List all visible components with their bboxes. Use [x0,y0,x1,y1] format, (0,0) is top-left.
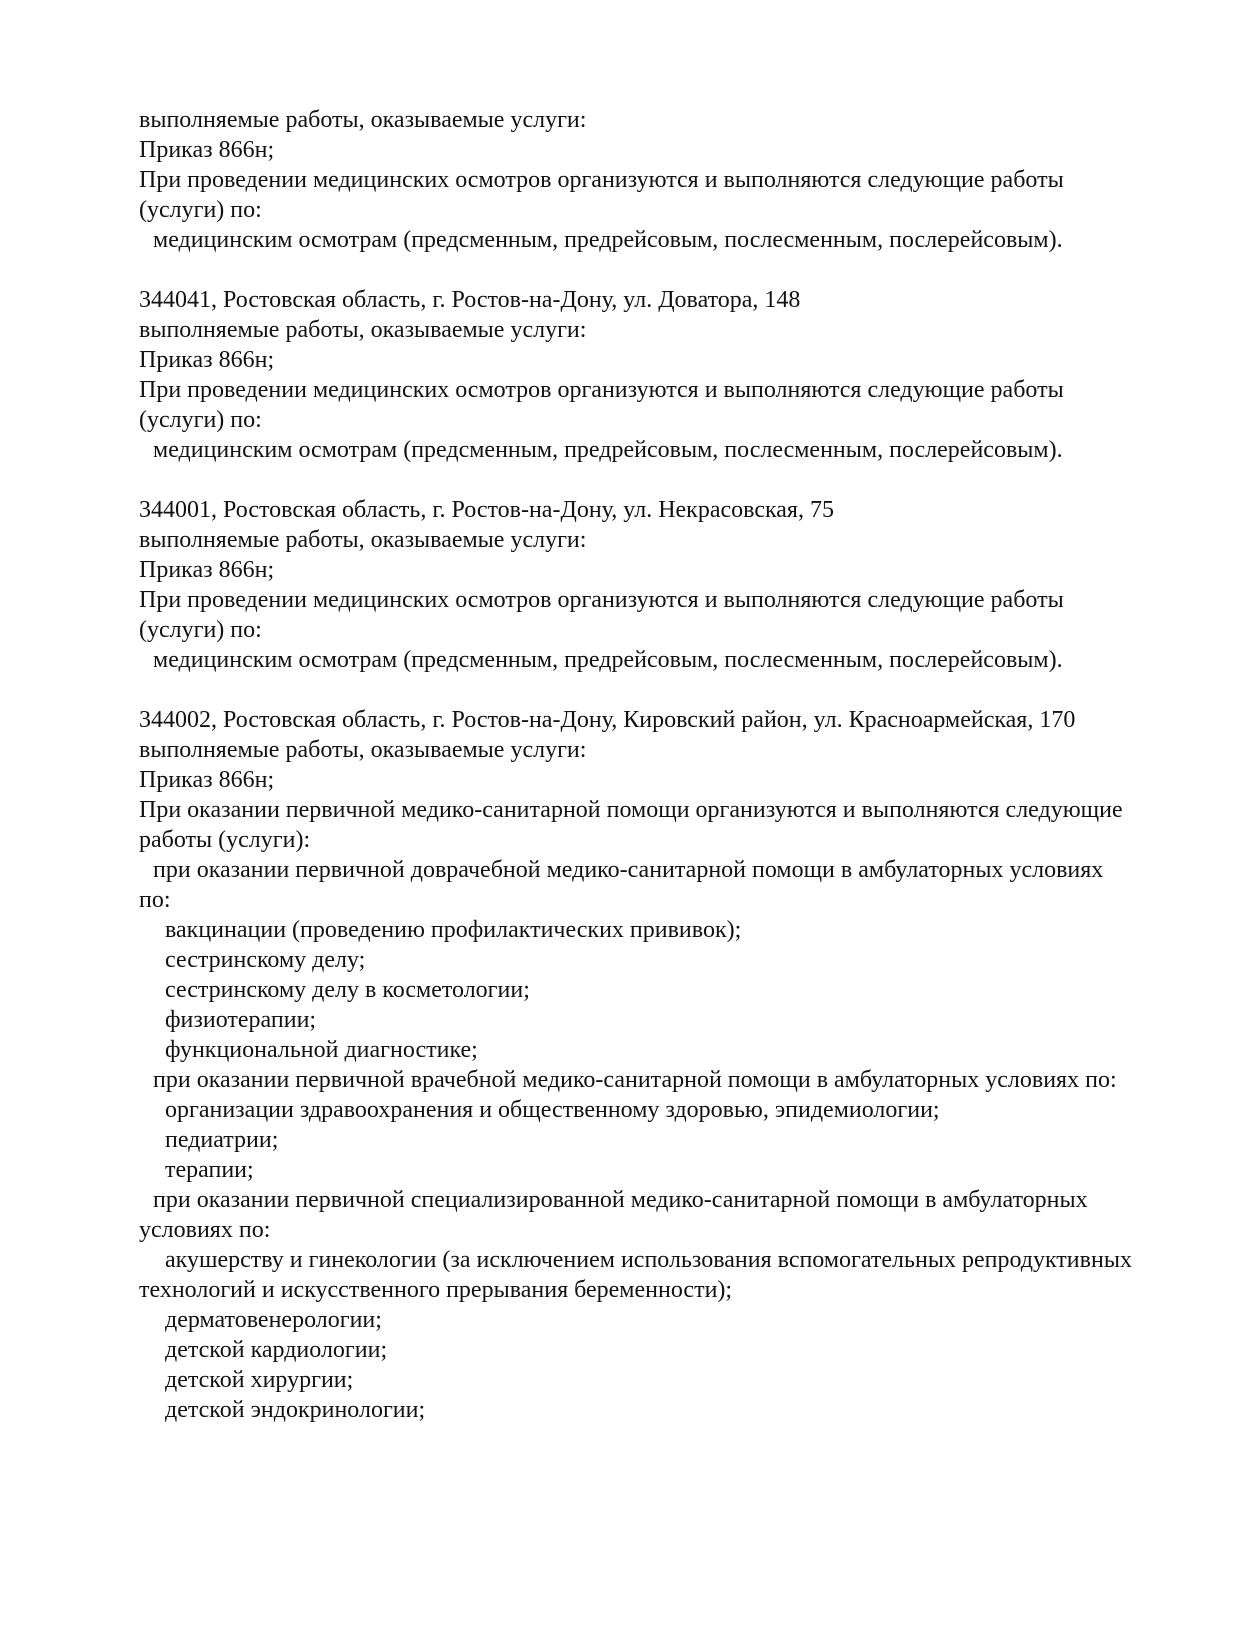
document-line: При проведении медицинских осмотров организуются и выполняются следующие работы [139,167,1064,193]
address-line: 344002, Ростовская область, г. Ростов-на-Дону, Кировский район, ул. Красноармейская, 170 [139,707,1076,733]
document-line: по: [139,887,171,913]
document-line: выполняемые работы, оказываемые услуги: [139,317,587,343]
document-line: Приказ 866н; [139,137,275,163]
document-line: при оказании первичной врачебной медико-санитарной помощи в амбулаторных условиях по: [153,1067,1117,1093]
document-line: сестринскому делу в косметологии; [165,977,530,1003]
section-separator [139,255,1150,285]
document-line: (услуги) по: [139,617,262,643]
document-line: медицинским осмотрам (предсменным, предрейсовым, послесменным, послерейсовым). [153,227,1063,253]
document-line: акушерству и гинекологии (за исключением использования вспомогательных репродуктивных [165,1247,1132,1273]
document-line: физиотерапии; [165,1007,317,1033]
document-line: При проведении медицинских осмотров организуются и выполняются следующие работы [139,377,1064,403]
license-address-section [139,705,1150,1425]
document-line: организации здравоохранения и общественному здоровью, эпидемиологии; [165,1097,940,1123]
document-line: детской эндокринологии; [165,1397,426,1423]
document-line: (услуги) по: [139,197,262,223]
document-line: вакцинации (проведению профилактических прививок); [165,917,742,943]
section-separator [139,465,1150,495]
document-line: технологий и искусственного прерывания беременности); [139,1277,733,1303]
address-line: 344001, Ростовская область, г. Ростов-на-Дону, ул. Некрасовская, 75 [139,497,834,523]
document-line: функциональной диагностике; [165,1037,478,1063]
license-address-section [139,105,1150,255]
document-line: Приказ 866н; [139,557,275,583]
document-line: при оказании первичной специализированной медико-санитарной помощи в амбулаторных [153,1187,1088,1213]
license-address-section [139,285,1150,465]
document-line: детской кардиологии; [165,1337,388,1363]
document-line: терапии; [165,1157,254,1183]
document-line: (услуги) по: [139,407,262,433]
document-line: При проведении медицинских осмотров организуются и выполняются следующие работы [139,587,1064,613]
document-line: сестринскому делу; [165,947,366,973]
document-line: выполняемые работы, оказываемые услуги: [139,107,587,133]
document-line: условиях по: [139,1217,271,1243]
document-line: Приказ 866н; [139,767,275,793]
document-line: Приказ 866н; [139,347,275,373]
document-line: медицинским осмотрам (предсменным, предрейсовым, послесменным, послерейсовым). [153,647,1063,673]
document-line: педиатрии; [165,1127,279,1153]
license-address-section [139,495,1150,675]
document-line: выполняемые работы, оказываемые услуги: [139,737,587,763]
document-line: медицинским осмотрам (предсменным, предрейсовым, послесменным, послерейсовым). [153,437,1063,463]
document-line: при оказании первичной доврачебной медико-санитарной помощи в амбулаторных условиях [153,857,1104,883]
document-line: При оказании первичной медико-санитарной помощи организуются и выполняются следующие [139,797,1123,823]
section-separator [139,675,1150,705]
document-line: детской хирургии; [165,1367,354,1393]
document-line: работы (услуги): [139,827,311,853]
address-line: 344041, Ростовская область, г. Ростов-на-Дону, ул. Доватора, 148 [139,287,801,313]
document-line: выполняемые работы, оказываемые услуги: [139,527,587,553]
document-line: дерматовенерологии; [165,1307,382,1333]
